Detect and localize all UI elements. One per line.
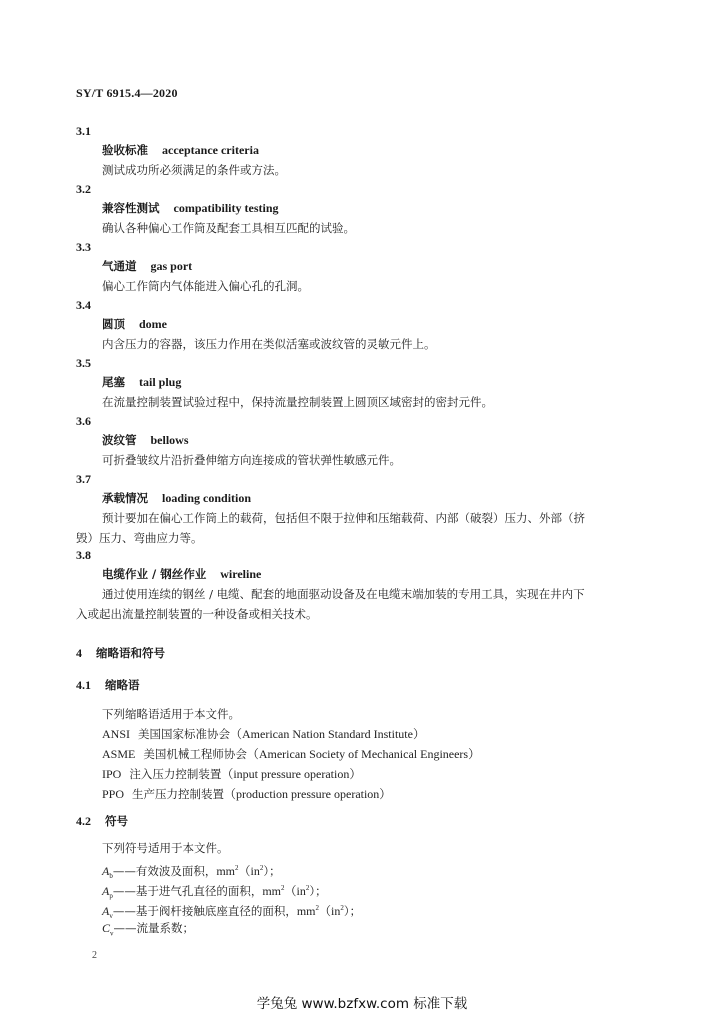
unit-alt-exponent: 2	[340, 904, 344, 912]
unit-alt: （in	[319, 903, 341, 918]
term-title	[102, 140, 656, 160]
abbreviation: ASME	[102, 747, 136, 761]
term-definition: 通过使用连续的钢丝 / 电缆、配套的地面驱动设备及在电缆末端加装的专用工具，实现在井内下	[102, 587, 585, 601]
term-title-zh: 兼容性测试	[102, 201, 160, 215]
term-definition: 可折叠皱纹片沿折叠伸缩方向连接成的管状弹性敏感元件。	[102, 453, 401, 467]
list-item	[102, 898, 662, 921]
symbol-desc: ——基于进气孔直径的面积，	[112, 883, 263, 898]
unit-exponent: 2	[281, 884, 285, 892]
abbreviation: PPO	[102, 787, 125, 801]
symbol: A	[102, 903, 110, 918]
list-item	[102, 878, 662, 901]
term-definition: 预计要加在偏心工作筒上的载荷，包括但不限于拉伸和压缩载荷、内部（破裂）压力、外部（挤	[102, 511, 585, 525]
term-3-4	[76, 296, 656, 354]
abbreviation: IPO	[102, 767, 122, 781]
term-3-7	[76, 470, 656, 548]
symbol-subscript: v	[109, 912, 113, 921]
abbreviation-intro: 下列缩略语适用于本文件。	[102, 707, 240, 721]
term-definition: 内含压力的容器，该压力作用在类似活塞或波纹管的灵敏元件上。	[102, 337, 436, 351]
term-title-en: tail plug	[139, 375, 182, 389]
symbol-subscript: p	[109, 892, 113, 901]
list-item	[102, 918, 662, 938]
term-number: 3.5	[76, 356, 91, 370]
unit-exponent: 2	[235, 864, 239, 872]
unit-tail: ）；	[343, 903, 362, 918]
symbol-subscript: b	[109, 872, 113, 881]
term-number: 3.4	[76, 298, 91, 312]
abbreviation-en: （input pressure operation）	[221, 767, 362, 781]
abbreviation-zh: 注入压力控制装置	[129, 767, 222, 781]
term-3-2	[76, 180, 656, 238]
list-item	[102, 858, 662, 881]
watermark-text: 学兔兔 www.bzfxw.com 标准下载	[256, 996, 468, 1012]
list-item	[102, 764, 662, 784]
term-title-zh: 圆顶	[102, 317, 125, 331]
unit: mm	[262, 883, 282, 898]
term-definition-cont: 入或起出流量控制装置的一种设备或相关技术。	[76, 607, 318, 621]
term-title	[102, 564, 656, 584]
symbol: C	[102, 921, 111, 935]
term-number: 3.6	[76, 414, 91, 428]
symbol-desc: ——流量系数；	[113, 921, 195, 935]
section-4-1-heading	[76, 677, 140, 693]
term-number: 3.2	[76, 182, 91, 196]
term-3-1	[76, 122, 656, 180]
abbreviation: ANSI	[102, 727, 131, 741]
term-title-en: acceptance criteria	[162, 143, 259, 157]
term-title-en: compatibility testing	[173, 201, 279, 215]
term-title-zh: 气通道	[102, 259, 137, 273]
unit-exponent: 2	[315, 904, 320, 912]
unit: mm	[296, 903, 316, 918]
section-title: 缩略语	[105, 678, 140, 692]
term-title-zh: 验收标准	[102, 143, 148, 157]
symbol-intro: 下列符号适用于本文件。	[102, 841, 229, 855]
symbol-desc: ——有效波及面积，	[112, 863, 217, 878]
page-number: 2	[92, 950, 97, 961]
term-definition-cont: 毁）压力、弯曲应力等。	[76, 531, 203, 545]
abbreviation-en: （American Society of Mechanical Engineers）	[246, 747, 481, 761]
list-item	[102, 784, 662, 804]
section-title: 符号	[105, 814, 128, 828]
term-title-en: bellows	[150, 433, 189, 447]
term-title-zh: 电缆作业 / 钢丝作业	[102, 567, 207, 581]
abbreviation-zh: 美国国家标准协会	[138, 727, 231, 741]
unit-tail: ）；	[309, 883, 327, 898]
term-title	[102, 314, 656, 334]
abbreviation-zh: 美国机械工程师协会	[143, 747, 247, 761]
term-title-zh: 尾塞	[102, 375, 125, 389]
symbol-subscript: v	[110, 929, 114, 938]
term-number: 3.3	[76, 240, 91, 254]
symbol-list	[102, 838, 662, 938]
symbol: A	[102, 883, 110, 898]
symbol-desc: ——基于阀杆接触底座直径的面积，	[112, 903, 297, 918]
section-4-heading	[76, 645, 165, 661]
list-item	[102, 724, 662, 744]
term-3-5	[76, 354, 656, 412]
term-3-3	[76, 238, 656, 296]
term-definition: 确认各种偏心工作筒及配套工具相互匹配的试验。	[102, 221, 355, 235]
section-number: 4.1	[76, 678, 91, 692]
term-title	[102, 198, 656, 218]
document-code: SY/T 6915.4—2020	[76, 86, 178, 100]
list-item	[102, 744, 662, 764]
term-definition: 在流量控制装置试验过程中，保持流量控制装置上圆顶区域密封的密封元件。	[102, 395, 493, 409]
term-number: 3.1	[76, 124, 91, 138]
section-number: 4	[76, 646, 82, 660]
term-title-en: loading condition	[162, 491, 252, 505]
term-3-8	[76, 546, 656, 624]
term-title-zh: 承载情况	[102, 491, 148, 505]
term-title-en: dome	[139, 317, 167, 331]
term-title	[102, 430, 656, 450]
term-number: 3.8	[76, 548, 91, 562]
abbreviation-en: （production pressure operation）	[224, 787, 392, 801]
term-title	[102, 488, 656, 508]
section-title: 缩略语和符号	[96, 646, 165, 660]
term-title	[102, 256, 656, 276]
term-title-en: gas port	[150, 259, 193, 273]
term-title	[102, 372, 656, 392]
term-definition: 测试成功所必须满足的条件或方法。	[102, 163, 286, 177]
abbreviation-zh: 生产压力控制装置	[132, 787, 225, 801]
term-title-en: wireline	[220, 567, 262, 581]
section-number: 4.2	[76, 814, 91, 828]
unit: mm	[216, 863, 236, 878]
abbreviation-list	[102, 704, 662, 804]
section-4-2-heading	[76, 813, 128, 829]
unit-alt-exponent: 2	[259, 864, 264, 872]
unit-alt: （in	[238, 863, 260, 878]
term-number: 3.7	[76, 472, 91, 486]
abbreviation-en: （American Nation Standard Institute）	[230, 727, 425, 741]
term-3-6	[76, 412, 656, 470]
term-definition: 偏心工作筒内气体能进入偏心孔的孔洞。	[102, 279, 309, 293]
unit-tail: ）；	[263, 863, 281, 878]
symbol: A	[102, 863, 110, 878]
unit-alt: （in	[284, 883, 306, 898]
term-title-zh: 波纹管	[102, 433, 137, 447]
unit-alt-exponent: 2	[305, 884, 310, 892]
